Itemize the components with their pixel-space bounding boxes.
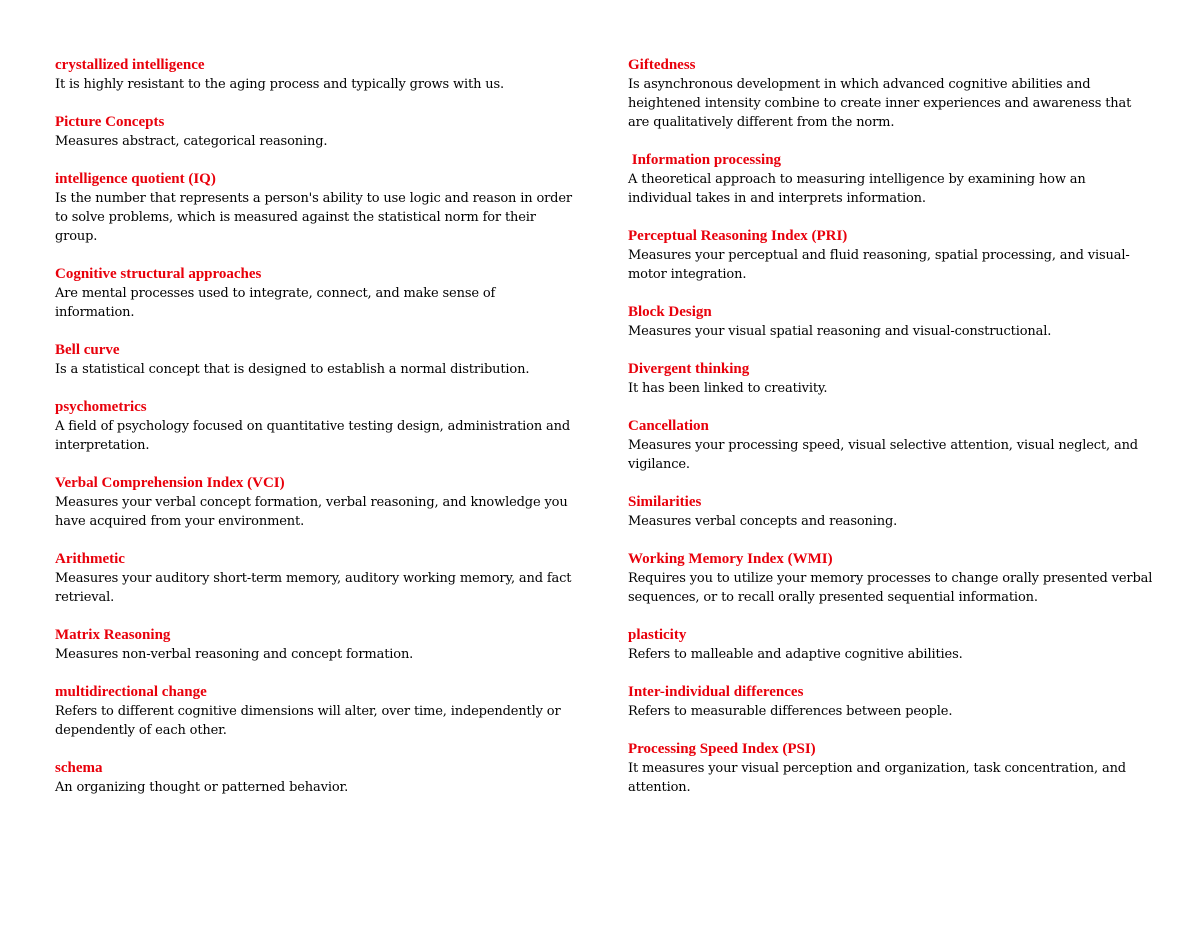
term-entry xyxy=(55,759,575,797)
term-entry xyxy=(628,303,1153,341)
term-entry xyxy=(628,550,1153,607)
term-definition: Is asynchronous development in which advanced cognitive abilities and heightened intensity combine to create inner experiences and awareness that are qualitatively different from the norm. xyxy=(628,77,1132,130)
term-title: Divergent thinking xyxy=(628,361,750,377)
term-entry xyxy=(55,550,575,607)
term-entry xyxy=(628,493,1153,531)
term-definition: It measures your visual perception and organization, task concentration, and attention. xyxy=(628,761,1126,795)
term-title: intelligence quotient (IQ) xyxy=(55,171,216,187)
term-definition: Are mental processes used to integrate, connect, and make sense of information. xyxy=(55,286,496,320)
term-entry xyxy=(628,740,1153,797)
term-entry xyxy=(55,341,575,379)
term-definition: Measures verbal concepts and reasoning. xyxy=(628,514,898,529)
term-entry xyxy=(628,360,1153,398)
term-entry xyxy=(55,113,575,151)
term-definition: Measures your visual spatial reasoning and visual-constructional. xyxy=(628,324,1052,339)
term-title: Block Design xyxy=(628,304,712,320)
term-entry xyxy=(55,474,575,531)
term-definition: A theoretical approach to measuring intelligence by examining how an individual takes in and interprets information. xyxy=(628,172,1086,206)
term-entry xyxy=(628,227,1153,284)
term-title: crystallized intelligence xyxy=(55,57,205,73)
term-entry xyxy=(628,56,1153,132)
term-title: Giftedness xyxy=(628,57,696,73)
term-definition: Measures abstract, categorical reasoning. xyxy=(55,134,328,149)
term-definition: It is highly resistant to the aging process and typically grows with us. xyxy=(55,77,505,92)
term-entry xyxy=(55,683,575,740)
term-definition: Measures your verbal concept formation, verbal reasoning, and knowledge you have acquired from your environment. xyxy=(55,495,568,529)
term-title: Matrix Reasoning xyxy=(55,627,171,643)
term-entry xyxy=(55,56,575,94)
term-definition: Measures your auditory short-term memory, auditory working memory, and fact retrieval. xyxy=(55,571,572,605)
term-title: Perceptual Reasoning Index (PRI) xyxy=(628,228,848,244)
term-entry xyxy=(628,683,1153,721)
term-definition: Measures your processing speed, visual selective attention, visual neglect, and vigilance. xyxy=(628,438,1138,472)
term-entry xyxy=(55,265,575,322)
term-definition: An organizing thought or patterned behavior. xyxy=(55,780,349,795)
term-definition: A field of psychology focused on quantitative testing design, administration and interpretation. xyxy=(55,419,571,453)
term-definition: Refers to different cognitive dimensions will alter, over time, independently or dependently of each other. xyxy=(55,704,561,738)
term-entry xyxy=(628,626,1153,664)
term-title: Arithmetic xyxy=(55,551,125,567)
term-title: plasticity xyxy=(628,627,687,643)
right-term-column xyxy=(628,56,1153,797)
term-definition: Is the number that represents a person's ability to use logic and reason in order to solve problems, which is measured against the statistical norm for their group. xyxy=(55,191,572,244)
term-entry xyxy=(55,398,575,455)
term-title: Verbal Comprehension Index (VCI) xyxy=(55,475,285,491)
term-definition: Is a statistical concept that is designed to establish a normal distribution. xyxy=(55,362,530,377)
term-definition: Refers to measurable differences between people. xyxy=(628,704,953,719)
term-title: schema xyxy=(55,760,103,776)
term-entry xyxy=(628,151,1153,208)
term-definition: Refers to malleable and adaptive cognitive abilities. xyxy=(628,647,963,662)
term-title: Cognitive structural approaches xyxy=(55,266,262,282)
left-term-column xyxy=(55,56,575,797)
term-title: Working Memory Index (WMI) xyxy=(628,551,833,567)
term-title: Bell curve xyxy=(55,342,120,358)
term-definition: Measures your perceptual and fluid reasoning, spatial processing, and visual-motor integration. xyxy=(628,248,1130,282)
term-title: multidirectional change xyxy=(55,684,207,700)
term-entry xyxy=(55,626,575,664)
term-entry xyxy=(55,170,575,246)
term-title: Inter-individual differences xyxy=(628,684,804,700)
term-title: psychometrics xyxy=(55,399,147,415)
term-title: Picture Concepts xyxy=(55,114,165,130)
term-title: Similarities xyxy=(628,494,702,510)
term-title: Cancellation xyxy=(628,418,709,434)
term-definition: Requires you to utilize your memory processes to change orally presented verbal sequences, or to recall orally presented sequential information. xyxy=(628,571,1153,605)
term-definition: It has been linked to creativity. xyxy=(628,381,828,396)
term-entry xyxy=(628,417,1153,474)
term-title: Information processing xyxy=(628,152,782,168)
term-definition: Measures non-verbal reasoning and concept formation. xyxy=(55,647,414,662)
term-title: Processing Speed Index (PSI) xyxy=(628,741,816,757)
